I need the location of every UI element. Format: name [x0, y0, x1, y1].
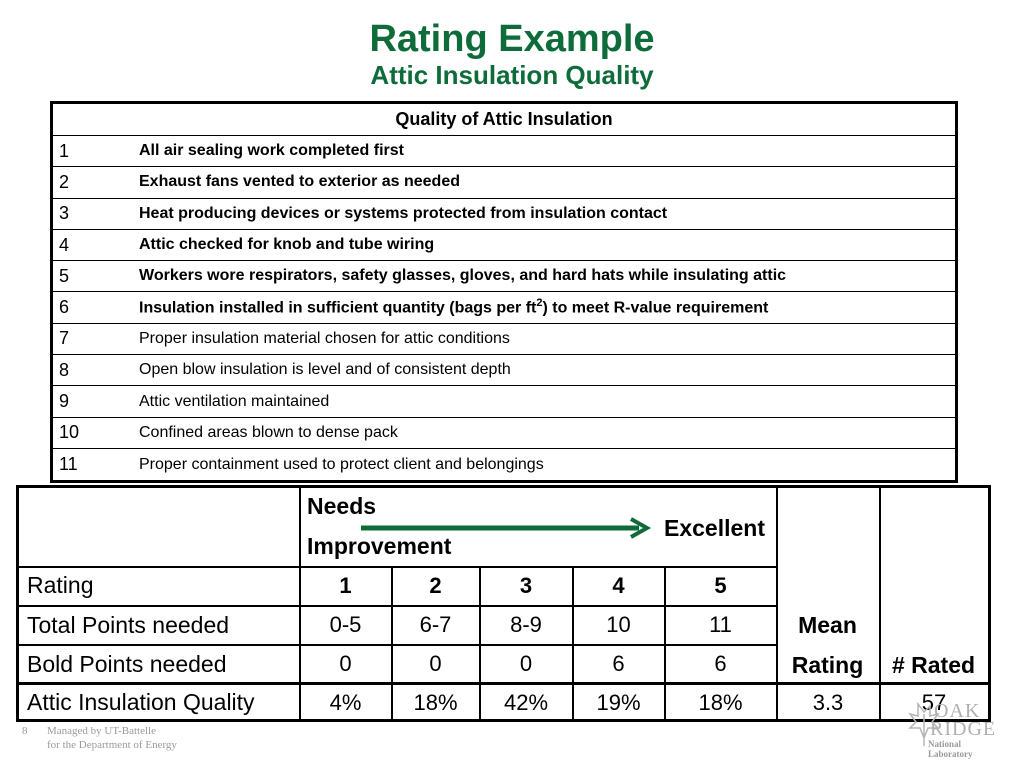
criteria-text: Confined areas blown to dense pack: [139, 423, 398, 441]
table-divider: [19, 605, 777, 607]
criteria-row: [53, 449, 955, 480]
criteria-row: [53, 199, 955, 230]
bold-points-value: 0: [519, 651, 533, 676]
total-points-value: 10: [606, 612, 631, 637]
table-divider: [19, 644, 777, 646]
criteria-row: [53, 230, 955, 261]
quality-percent: 18%: [413, 690, 458, 715]
criteria-row: [53, 261, 955, 292]
arrow-right-icon: [359, 516, 659, 540]
criteria-header: Quality of Attic Insulation: [53, 104, 955, 136]
criteria-text: Attic ventilation maintained: [139, 392, 330, 410]
mean-rating-value: 3.3: [812, 690, 844, 715]
rating-value: 3: [519, 573, 533, 598]
rated-header: # Rated: [891, 652, 976, 678]
criteria-row: [53, 324, 955, 355]
criteria-number: 8: [59, 359, 70, 380]
criteria-row: [53, 355, 955, 386]
quality-percent: 4%: [329, 690, 362, 715]
footer-line-2: for the Department of Energy: [47, 739, 177, 751]
rating-value: 1: [339, 573, 352, 598]
criteria-number: 10: [59, 422, 80, 443]
total-points-value: 8-9: [510, 612, 542, 637]
logo-text-ridge: RIDGE: [930, 718, 997, 740]
row-label-attic-quality: Attic Insulation Quality: [27, 689, 255, 715]
criteria-row: [53, 167, 955, 198]
criteria-number: 7: [59, 328, 70, 349]
scale-low-label: Needs: [307, 493, 377, 519]
criteria-number: 4: [59, 234, 70, 255]
criteria-number: 6: [59, 297, 70, 318]
slide-title: Rating Example: [369, 18, 655, 60]
criteria-row: [53, 418, 955, 449]
total-points-value: 11: [709, 612, 732, 637]
row-label-bold-points: Bold Points needed: [27, 651, 227, 677]
rated-count-value: 57: [921, 690, 947, 715]
criteria-number: 1: [59, 140, 70, 161]
criteria-text: Proper insulation material chosen for attic conditions: [139, 329, 510, 347]
total-points-value: 0-5: [329, 612, 362, 637]
superscript: 2: [536, 297, 543, 310]
criteria-number: 9: [59, 391, 70, 412]
bold-points-value: 0: [429, 651, 442, 676]
quality-percent: 42%: [503, 690, 549, 715]
slide-subtitle: Attic Insulation Quality: [370, 60, 654, 90]
table-divider: [19, 566, 777, 568]
row-label-total-points: Total Points needed: [27, 612, 230, 638]
criteria-text: Heat producing devices or systems protected from insulation contact: [139, 204, 668, 222]
criteria-text: [139, 297, 768, 317]
criteria-number: 5: [59, 265, 70, 286]
scale-low-label: Improvement: [307, 533, 452, 559]
quality-percent: 18%: [698, 690, 743, 715]
rating-value: 5: [714, 573, 727, 598]
bold-points-value: 6: [612, 651, 625, 676]
footer-line-1: Managed by UT-Battelle: [47, 725, 156, 737]
criteria-table: [50, 101, 958, 483]
bold-points-value: 0: [339, 651, 352, 676]
table-divider: [19, 682, 988, 685]
criteria-text-part: Insulation installed in sufficient quantity (bags per ft: [139, 299, 537, 317]
criteria-text: Workers wore respirators, safety glasses, gloves, and hard hats while insulating attic: [139, 267, 787, 285]
logo-text-lab: National Laboratory: [928, 739, 973, 759]
page-number: 8: [22, 725, 28, 737]
mean-header: Rating: [791, 652, 864, 678]
criteria-number: 11: [59, 454, 78, 475]
bold-points-value: 6: [714, 651, 727, 676]
criteria-text: Attic checked for knob and tube wiring: [139, 236, 435, 254]
criteria-text: Exhaust fans vented to exterior as needed: [139, 173, 460, 191]
criteria-row: [53, 292, 955, 323]
rating-value: 2: [429, 573, 442, 598]
criteria-row: [53, 136, 955, 167]
criteria-text: Open blow insulation is level and of consistent depth: [139, 361, 511, 379]
criteria-text-part: ) to meet R-value requirement: [542, 299, 769, 317]
criteria-number: 2: [59, 171, 70, 192]
criteria-text: Proper containment used to protect client and belongings: [139, 455, 544, 473]
rating-table: [16, 485, 991, 722]
criteria-number: 3: [59, 203, 70, 224]
rating-value: 4: [612, 573, 625, 598]
scale-high-label: Excellent: [664, 515, 765, 541]
logo-text-oak: OAK: [934, 700, 981, 722]
criteria-text: All air sealing work completed first: [139, 142, 404, 160]
mean-header: Mean: [798, 612, 857, 638]
criteria-row: [53, 386, 955, 417]
oak-ridge-logo: [900, 694, 1005, 759]
row-label-rating: Rating: [27, 572, 94, 598]
quality-percent: 19%: [596, 690, 641, 715]
total-points-value: 6-7: [419, 612, 452, 637]
